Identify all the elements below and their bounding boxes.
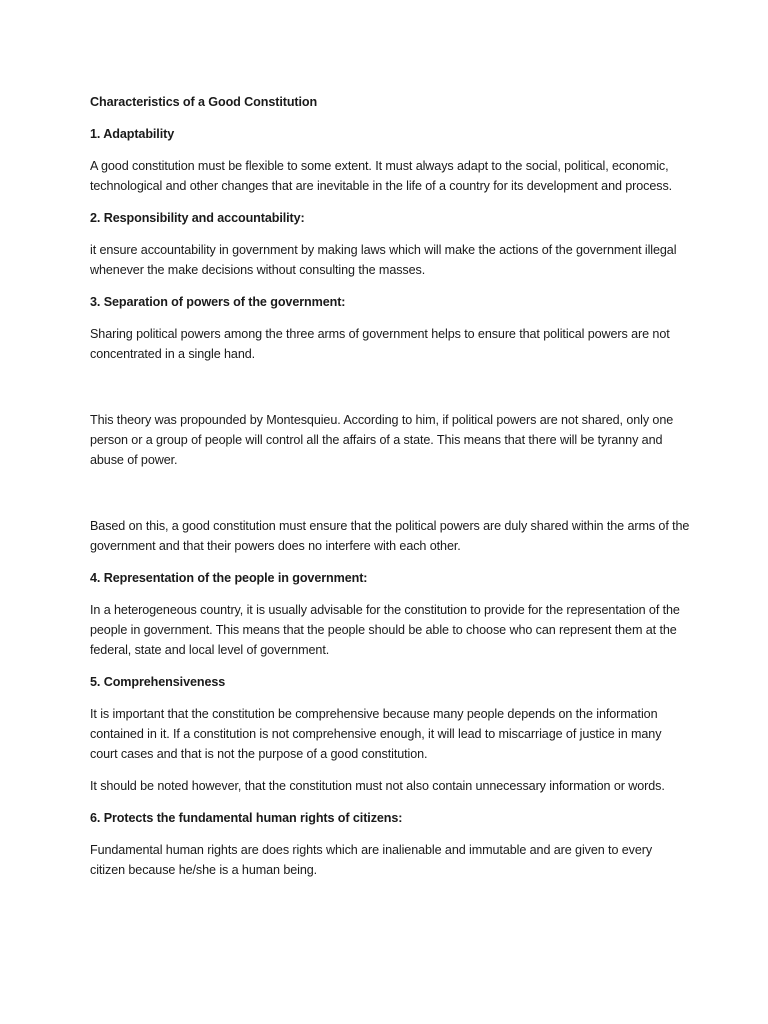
section-heading-separation-of-powers: 3. Separation of powers of the government: bbox=[90, 295, 346, 309]
document-title: Characteristics of a Good Constitution bbox=[90, 95, 318, 109]
paragraph: It is important that the constitution be comprehensive because many people depends on the information contained in it. If a constitution is not comprehensive enough, it will lead to miscarriage of justice in many court cases and that is not the purpose of a good constitution. bbox=[90, 707, 662, 761]
document-body bbox=[90, 92, 690, 892]
paragraph: This theory was propounded by Montesquieu. According to him, if political powers are not shared, only one person or a group of people will control all the affairs of a state. This means that there will be tyranny and abuse of power. bbox=[90, 413, 674, 467]
paragraph: It should be noted however, that the constitution must not also contain unnecessary information or words. bbox=[90, 779, 665, 793]
section-heading-accountability: 2. Responsibility and accountability: bbox=[90, 211, 305, 225]
section-heading-adaptability: 1. Adaptability bbox=[90, 127, 175, 141]
paragraph: A good constitution must be flexible to some extent. It must always adapt to the social, political, economic, technological and other changes that are inevitable in the life of a country for its development and process. bbox=[90, 159, 673, 193]
paragraph: Sharing political powers among the three arms of government helps to ensure that political powers are not concentrated in a single hand. bbox=[90, 327, 670, 361]
paragraph: it ensure accountability in government by making laws which will make the actions of the government illegal whenever the make decisions without consulting the masses. bbox=[90, 243, 677, 277]
paragraph: Fundamental human rights are does rights which are inalienable and immutable and are given to every citizen because he/she is a human being. bbox=[90, 843, 653, 877]
section-heading-human-rights: 6. Protects the fundamental human rights of citizens: bbox=[90, 811, 403, 825]
section-heading-comprehensiveness: 5. Comprehensiveness bbox=[90, 675, 226, 689]
paragraph: In a heterogeneous country, it is usually advisable for the constitution to provide for the representation of the people in government. This means that the people should be able to choose who can represent them at the federal, state and local level of government. bbox=[90, 603, 680, 657]
section-heading-representation: 4. Representation of the people in government: bbox=[90, 571, 368, 585]
paragraph: Based on this, a good constitution must ensure that the political powers are duly shared within the arms of the government and that their powers does no interfere with each other. bbox=[90, 519, 690, 553]
